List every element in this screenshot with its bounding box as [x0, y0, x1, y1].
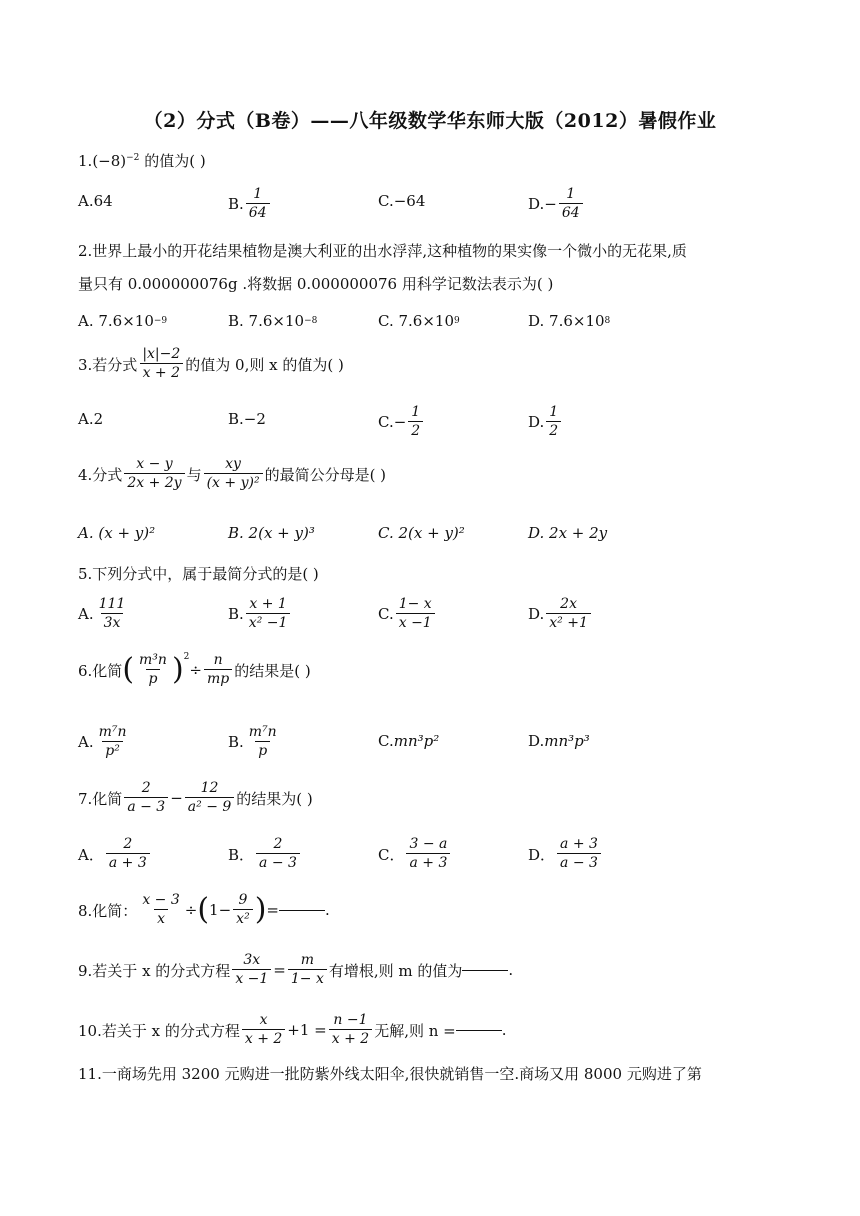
fraction-numerator: 2: [141, 780, 151, 796]
fraction-denominator: (x + y)²: [204, 473, 263, 492]
q7-fraction-2: [185, 780, 235, 816]
q5-option-d-label: D.: [528, 605, 545, 623]
fraction-numerator: 3 − a: [409, 836, 448, 852]
fraction-numerator: 2x: [560, 596, 577, 612]
q2-line-2: 量只有 0.000000076g .将数据 0.000000076 用科学记数法表示为( ): [78, 275, 554, 293]
fraction-numerator: m³n: [139, 652, 167, 668]
left-paren: (: [122, 652, 135, 687]
fraction-numerator: 2: [123, 836, 133, 852]
q3-option-b[interactable]: B.−2: [228, 410, 266, 428]
q1-exponent: −2: [126, 153, 140, 163]
fraction-numerator: 1: [566, 186, 576, 202]
fraction-denominator: 3x: [101, 613, 124, 632]
q8-one-minus: 1−: [209, 901, 232, 919]
fraction-denominator: mp: [204, 669, 232, 688]
q5-option-a-label: A.: [78, 605, 94, 623]
q3-option-d-fraction: [546, 404, 561, 440]
q5-option-b-label: B.: [228, 605, 244, 623]
q1-options: [78, 186, 778, 220]
fraction-numerator: m⁷n: [98, 724, 127, 740]
fraction-numerator: |x|−2: [142, 346, 181, 362]
question-4: [78, 456, 386, 492]
q6-option-c-expr: mn³p²: [393, 732, 440, 750]
q4-prefix: 4.分式: [78, 465, 123, 484]
q7-prefix: 7.化简: [78, 789, 123, 808]
fraction-denominator: x −1: [232, 969, 271, 988]
fraction-numerator: m⁷n: [248, 724, 277, 740]
fraction-denominator: 64: [246, 203, 270, 222]
q7-minus: −: [170, 789, 183, 807]
q1-option-b-fraction: [246, 186, 270, 222]
fraction-numerator: xy: [225, 456, 241, 472]
fraction-numerator: 1− x: [398, 596, 432, 612]
q6-option-b-fraction: [246, 724, 280, 760]
q10-answer-blank[interactable]: [456, 1030, 502, 1031]
fraction-denominator: x²: [233, 909, 253, 928]
fraction-denominator: 64: [559, 203, 583, 222]
q2-option-b[interactable]: [228, 312, 317, 330]
q3-options: [78, 404, 778, 438]
q5-option-b[interactable]: [228, 596, 292, 632]
fraction-numerator: x: [259, 1012, 268, 1028]
q2-option-a-text: A. 7.6×10: [78, 312, 154, 330]
q7-option-c[interactable]: [378, 836, 452, 872]
q4-option-d[interactable]: D. 2x + 2y: [528, 524, 608, 542]
q9-fraction-1: [232, 952, 271, 988]
fraction-denominator: x² +1: [546, 613, 591, 632]
q4-options: [78, 524, 778, 558]
q8-fraction-2: [233, 892, 253, 928]
q4-suffix: 的最简公分母是( ): [264, 465, 387, 484]
q9-prefix: 9.若关于 x 的分式方程: [78, 961, 231, 980]
q10-prefix: 10.若关于 x 的分式方程: [78, 1021, 240, 1040]
q1-base: (−8): [92, 152, 127, 170]
q6-divide: ÷: [189, 661, 202, 679]
q6-option-b[interactable]: [228, 724, 282, 760]
fraction-denominator: 2: [546, 421, 561, 440]
q5-option-c-fraction: [396, 596, 435, 632]
fraction-denominator: a² − 9: [185, 797, 235, 816]
q6-exponent: 2: [183, 652, 190, 662]
q1-option-b-label: B.: [228, 195, 244, 213]
fraction-denominator: p: [146, 669, 161, 688]
q2-option-c[interactable]: [378, 312, 460, 330]
fraction-denominator: a − 3: [124, 797, 168, 816]
fraction-denominator: x + 2: [329, 1029, 372, 1048]
q6-fraction-1: [136, 652, 170, 688]
fraction-denominator: x + 2: [242, 1029, 285, 1048]
q7-option-a-fraction: [106, 836, 150, 872]
question-7: [78, 780, 313, 816]
question-5: 5.下列分式中，属于最简分式的是( ): [78, 565, 319, 583]
fraction-denominator: 2: [408, 421, 423, 440]
q6-option-d[interactable]: [528, 732, 590, 750]
q8-prefix: 8.化简：: [78, 901, 138, 920]
q7-option-a-label: A．: [78, 845, 104, 864]
q9-suffix: 有增根,则 m 的值为: [328, 961, 463, 980]
question-8: [78, 892, 330, 928]
q5-option-c-label: C.: [378, 605, 394, 623]
q10-period: .: [501, 1021, 507, 1039]
fraction-numerator: 12: [200, 780, 219, 796]
q7-option-b-label: B．: [228, 845, 255, 864]
q9-period: .: [508, 961, 514, 979]
fraction-denominator: 1− x: [288, 969, 327, 988]
fraction-numerator: n −1: [333, 1012, 368, 1028]
q1-option-d[interactable]: [528, 186, 585, 222]
q6-option-a[interactable]: [78, 724, 132, 760]
q3-fraction: [139, 346, 183, 382]
fraction-numerator: 2: [273, 836, 283, 852]
q6-option-d-expr: mn³p³: [544, 732, 590, 750]
q2-option-c-exp: 9: [454, 316, 460, 326]
q4-connector: 与: [186, 465, 202, 484]
q6-suffix: 的结果是( ): [234, 661, 311, 680]
q3-option-d[interactable]: [528, 404, 563, 440]
fraction-denominator: x² −1: [246, 613, 291, 632]
q6-prefix: 6.化简: [78, 661, 123, 680]
q7-fraction-1: [124, 780, 168, 816]
q6-option-d-label: D.: [528, 732, 545, 750]
q10-fraction-2: [329, 1012, 372, 1048]
q5-option-d[interactable]: [528, 596, 593, 632]
q8-equals: =: [266, 901, 279, 919]
q8-fraction-1: [139, 892, 182, 928]
q9-answer-blank[interactable]: [462, 970, 508, 971]
q4-fraction-2: [204, 456, 263, 492]
q3-option-c-label: C.−: [378, 413, 407, 431]
q10-plus-one-equals: +1 =: [287, 1021, 327, 1039]
q7-option-d-fraction: [557, 836, 601, 872]
q3-option-d-label: D.: [528, 413, 545, 431]
q1-option-b[interactable]: [228, 186, 272, 222]
question-1: [78, 150, 206, 171]
q5-option-a-fraction: [96, 596, 129, 632]
q7-options: [78, 836, 778, 870]
q10-suffix: 无解,则 n =: [374, 1021, 456, 1040]
q6-options: [78, 724, 778, 758]
q3-suffix: 的值为 0,则 x 的值为( ): [185, 355, 344, 374]
fraction-denominator: a + 3: [106, 853, 150, 872]
q3-option-c-fraction: [408, 404, 423, 440]
q6-option-c-label: C.: [378, 732, 394, 750]
q7-suffix: 的结果为( ): [236, 789, 313, 808]
fraction-denominator: 2x + 2y: [124, 473, 184, 492]
q1-option-a[interactable]: A.64: [78, 192, 113, 210]
q7-option-b-fraction: [256, 836, 300, 872]
q1-suffix: 的值为( ): [144, 152, 206, 170]
q2-line-1: 2.世界上最小的开花结果植物是澳大利亚的出水浮萍,这种植物的果实像一个微小的无花果,质: [78, 242, 687, 260]
q4-option-c[interactable]: C. 2(x + y)²: [378, 524, 465, 542]
q3-prefix: 3.若分式: [78, 355, 138, 374]
question-10: [78, 1012, 507, 1048]
fraction-numerator: 1: [253, 186, 263, 202]
q6-fraction-2: [204, 652, 232, 688]
q7-option-b[interactable]: [228, 836, 302, 872]
q7-option-d[interactable]: [528, 836, 603, 872]
fraction-numerator: m: [300, 952, 314, 968]
q6-option-b-label: B.: [228, 733, 244, 751]
q3-option-c[interactable]: [378, 404, 425, 440]
fraction-numerator: 9: [238, 892, 248, 908]
q6-option-a-label: A.: [78, 733, 94, 751]
fraction-numerator: 1: [411, 404, 421, 420]
q7-option-c-fraction: [406, 836, 450, 872]
right-paren: ): [254, 892, 267, 927]
q2-option-b-exp: −8: [304, 316, 318, 326]
q5-option-a[interactable]: [78, 596, 130, 632]
q4-option-a[interactable]: A. (x + y)²: [78, 524, 156, 542]
fraction-numerator: x − 3: [142, 892, 180, 908]
fraction-numerator: x − y: [136, 456, 173, 472]
fraction-numerator: a + 3: [560, 836, 598, 852]
q1-option-d-fraction: [559, 186, 583, 222]
q8-period: .: [324, 901, 330, 919]
fraction-numerator: 111: [98, 596, 126, 612]
q4-option-b[interactable]: B. 2(x + y)³: [228, 524, 315, 542]
fraction-numerator: 1: [549, 404, 559, 420]
q5-option-d-fraction: [546, 596, 591, 632]
q2-option-a-exp: −9: [153, 316, 168, 326]
page-title: （2）分式（B卷）——八年级数学华东师大版（2012）暑假作业: [143, 110, 717, 132]
question-9: [78, 952, 513, 988]
q5-option-b-fraction: [246, 596, 291, 632]
q1-option-d-label: D.−: [528, 195, 557, 213]
fraction-denominator: a − 3: [557, 853, 601, 872]
q9-fraction-2: [288, 952, 327, 988]
fraction-denominator: x −1: [396, 613, 435, 632]
q2-option-c-text: C. 7.6×10: [378, 312, 454, 330]
q2-option-a[interactable]: [78, 312, 167, 330]
q2-option-d-exp: 8: [604, 316, 611, 326]
question-6: [78, 652, 311, 688]
q5-option-c[interactable]: [378, 596, 437, 632]
fraction-numerator: x + 1: [249, 596, 287, 612]
q2-option-d-text: D. 7.6×10: [528, 312, 605, 330]
q7-option-d-label: D．: [528, 845, 556, 864]
q5-options: [78, 596, 778, 630]
q1-number: 1.: [78, 152, 93, 170]
fraction-numerator: 3x: [243, 952, 261, 968]
question-11: 11.一商场先用 3200 元购进一批防紫外线太阳伞,很快就销售一空.商场又用 8000 元购进了第: [78, 1065, 702, 1083]
q6-option-c[interactable]: [378, 732, 439, 750]
q8-divide: ÷: [184, 901, 198, 919]
q6-option-a-fraction: [96, 724, 130, 760]
fraction-denominator: a − 3: [256, 853, 300, 872]
left-paren: (: [197, 892, 210, 927]
q4-fraction-1: [124, 456, 184, 492]
q2-option-b-text: B. 7.6×10: [228, 312, 305, 330]
fraction-denominator: p²: [102, 741, 123, 760]
q8-answer-blank[interactable]: [279, 910, 325, 911]
fraction-numerator: n: [213, 652, 223, 668]
q2-option-d[interactable]: [528, 312, 610, 330]
q3-option-a[interactable]: A.2: [78, 410, 104, 428]
right-paren: ): [171, 652, 184, 687]
fraction-denominator: p: [255, 741, 270, 760]
fraction-denominator: a + 3: [406, 853, 450, 872]
q7-option-a[interactable]: [78, 836, 152, 872]
fraction-denominator: x + 2: [140, 363, 183, 382]
q7-option-c-label: C．: [378, 845, 405, 864]
q9-equals: =: [273, 961, 286, 979]
q2-options: [78, 312, 778, 346]
q10-fraction-1: [242, 1012, 285, 1048]
fraction-denominator: x: [154, 909, 168, 928]
q1-option-c[interactable]: C.−64: [378, 192, 426, 210]
question-3: [78, 346, 344, 382]
